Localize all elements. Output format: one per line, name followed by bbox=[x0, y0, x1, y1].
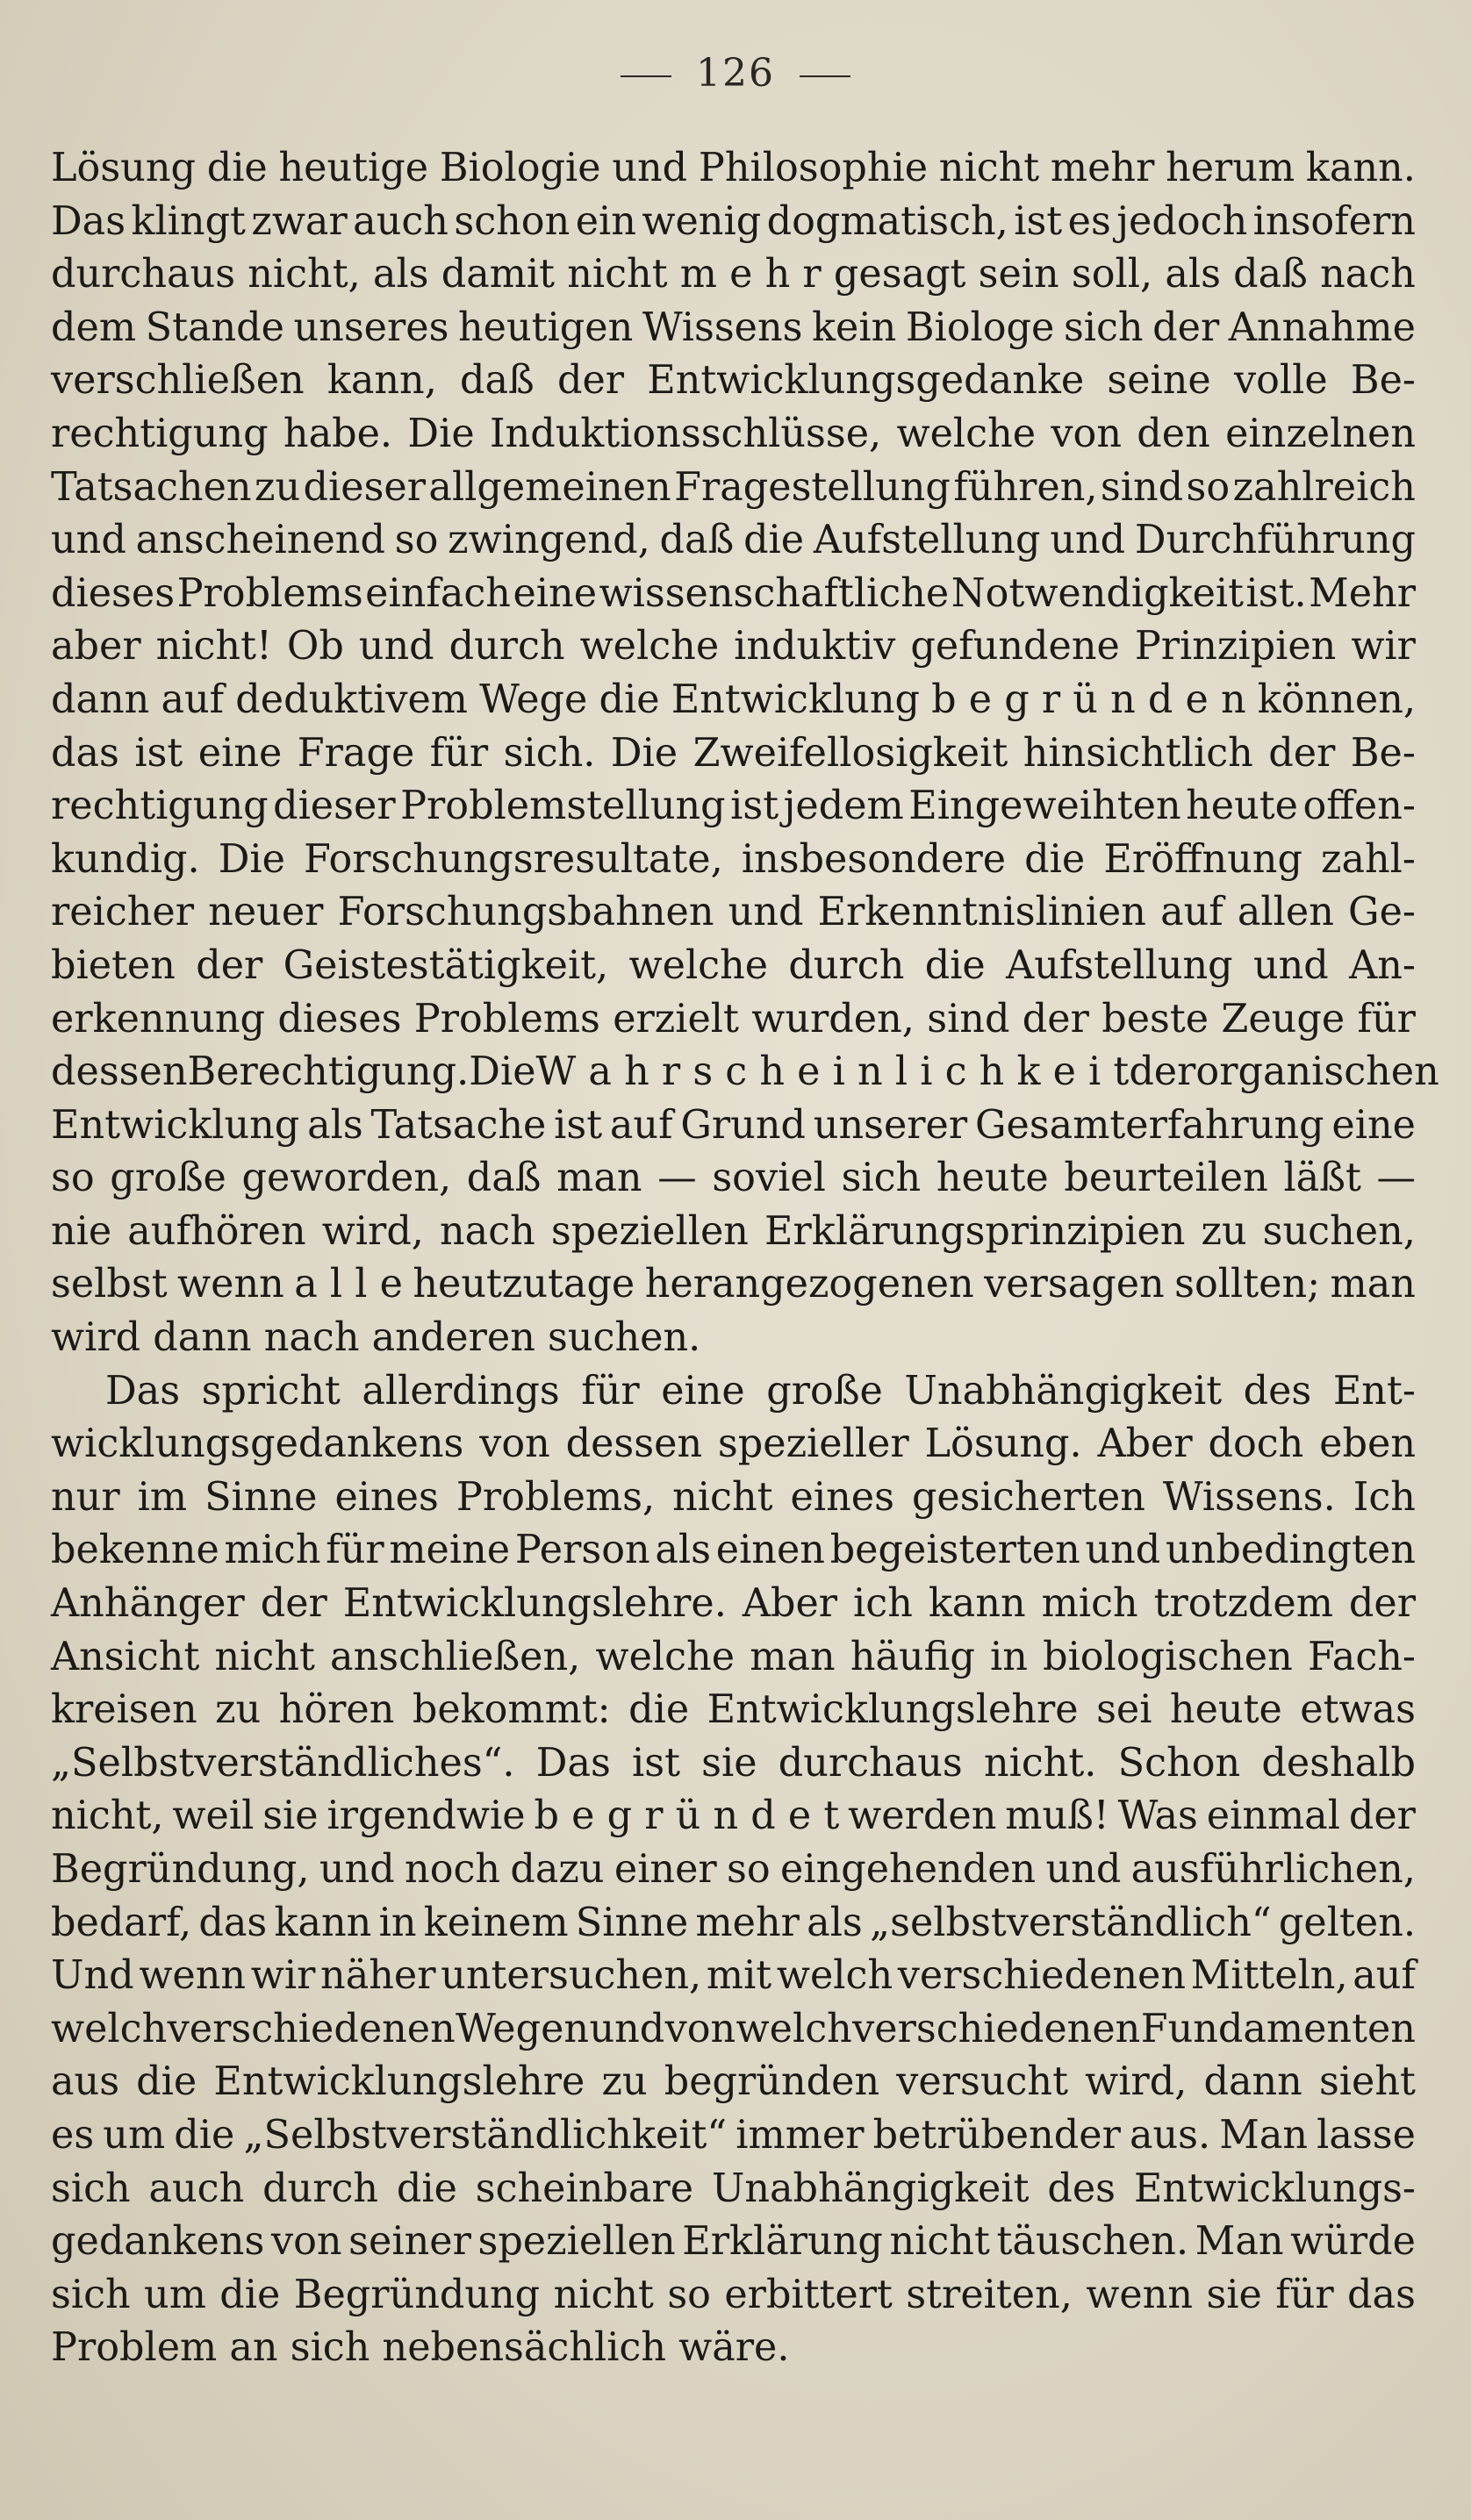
text-line: dessen Berechtigung. Die W a h r s c h e i n l i c h k e i t der organischen bbox=[51, 1049, 1439, 1095]
text-line: verschließen kann, daß der Entwicklungsgedanke seine volle Be- bbox=[51, 358, 1416, 404]
text-line: wird dann nach anderen suchen. bbox=[51, 1315, 701, 1361]
text-line: Das klingt zwar auch schon ein wenig dogmatisch, ist es jedoch insofern bbox=[51, 198, 1416, 244]
text-line: aus die Entwicklungslehre zu begründen versucht wird, dann sieht bbox=[51, 2059, 1416, 2105]
text-line: es um die „Selbstverständlichkeit“ immer betrübender aus. Man lasse bbox=[51, 2112, 1416, 2158]
page-number: 126 bbox=[696, 51, 775, 96]
text-line: das ist eine Frage für sich. Die Zweifellosigkeit hinsichtlich der Be- bbox=[51, 730, 1416, 776]
body-text bbox=[51, 142, 1439, 2375]
text-line: Anhänger der Entwicklungslehre. Aber ich kann mich trotzdem der bbox=[51, 1581, 1416, 1627]
text-line: welch verschiedenen Wegen und von welch verschiedenen Fundamenten bbox=[51, 2006, 1416, 2051]
text-line: aber nicht! Ob und durch welche induktiv gefundene Prinzipien wir bbox=[51, 624, 1416, 669]
text-line: erkennung dieses Problems erzielt wurden, sind der beste Zeuge für bbox=[51, 996, 1416, 1042]
text-line: nicht, weil sie irgendwie b e g r ü n d e t werden muß! Was einmal der bbox=[51, 1793, 1416, 1839]
text-line: Lösung die heutige Biologie und Philosophie nicht mehr herum kann. bbox=[51, 146, 1416, 190]
text-line: dieses Problems einfach eine wissenschaftliche Notwendigkeit ist. Mehr bbox=[51, 570, 1416, 616]
text-line: durchaus nicht, als damit nicht m e h r gesagt sein soll, als daß nach bbox=[51, 252, 1416, 297]
text-line: bieten der Geistestätigkeit, welche durch die Aufstellung und An- bbox=[51, 942, 1416, 988]
text-line: und anscheinend so zwingend, daß die Aufstellung und Durchführung bbox=[51, 518, 1416, 563]
text-line: Ansicht nicht anschließen, welche man häufig in biologischen Fach- bbox=[51, 1634, 1416, 1679]
text-line: kundig. Die Forschungsresultate, insbesondere die Eröffnung zahl- bbox=[51, 836, 1416, 882]
header-dash-left bbox=[621, 75, 671, 77]
page-header bbox=[0, 51, 1471, 96]
text-line: nie aufhören wird, nach speziellen Erklärungsprinzipien zu suchen, bbox=[51, 1208, 1416, 1254]
text-line: bekenne mich für meine Person als einen begeisterten und unbedingten bbox=[51, 1528, 1416, 1573]
text-line: Entwicklung als Tatsache ist auf Grund unserer Gesamterfahrung eine bbox=[51, 1102, 1416, 1148]
text-line: Tatsachen zu dieser allgemeinen Fragestellung führen, sind so zahlreich bbox=[51, 464, 1416, 510]
text-line: rechtigung habe. Die Induktionsschlüsse, welche von den einzelnen bbox=[51, 411, 1416, 456]
text-line: Das spricht allerdings für eine große Unabhängigkeit des Ent- bbox=[105, 1368, 1416, 1414]
text-line: sich um die Begründung nicht so erbittert streiten, wenn sie für das bbox=[51, 2272, 1416, 2317]
text-line: „Selbstverständliches“. Das ist sie durchaus nicht. Schon deshalb bbox=[51, 1740, 1416, 1786]
text-line: dem Stande unseres heutigen Wissens kein Biologe sich der Annahme bbox=[51, 304, 1416, 350]
text-line: wicklungsgedankens von dessen spezieller Lösung. Aber doch eben bbox=[51, 1421, 1416, 1467]
text-line: Begründung, und noch dazu einer so eingehenden und ausführlichen, bbox=[51, 1847, 1416, 1892]
text-line: Und wenn wir näher untersuchen, mit welch verschiedenen Mitteln, auf bbox=[51, 1953, 1416, 1999]
header-dash-right bbox=[800, 75, 850, 77]
text-line: reicher neuer Forschungsbahnen und Erkenntnislinien auf allen Ge- bbox=[51, 890, 1416, 935]
text-line: sich auch durch die scheinbare Unabhängigkeit des Entwicklungs- bbox=[51, 2166, 1416, 2211]
text-line: so große geworden, daß man — soviel sich heute beurteilen läßt — bbox=[51, 1156, 1416, 1201]
text-line: rechtigung dieser Problemstellung ist jedem Eingeweihten heute offen- bbox=[51, 784, 1416, 829]
text-line: gedankens von seiner speziellen Erklärung nicht täuschen. Man würde bbox=[51, 2219, 1416, 2265]
text-line: nur im Sinne eines Problems, nicht eines gesicherten Wissens. Ich bbox=[51, 1474, 1416, 1520]
text-line: bedarf, das kann in keinem Sinne mehr als „selbstverständlich“ gelten. bbox=[51, 1900, 1416, 1945]
text-line: dann auf deduktivem Wege die Entwicklung b e g r ü n d e n können, bbox=[51, 677, 1416, 722]
text-line: Problem an sich nebensächlich wäre. bbox=[51, 2325, 790, 2371]
text-line: kreisen zu hören bekommt: die Entwicklungslehre sei heute etwas bbox=[51, 1687, 1416, 1733]
text-line: selbst wenn a l l e heutzutage herangezogenen versagen sollten; man bbox=[51, 1262, 1416, 1307]
